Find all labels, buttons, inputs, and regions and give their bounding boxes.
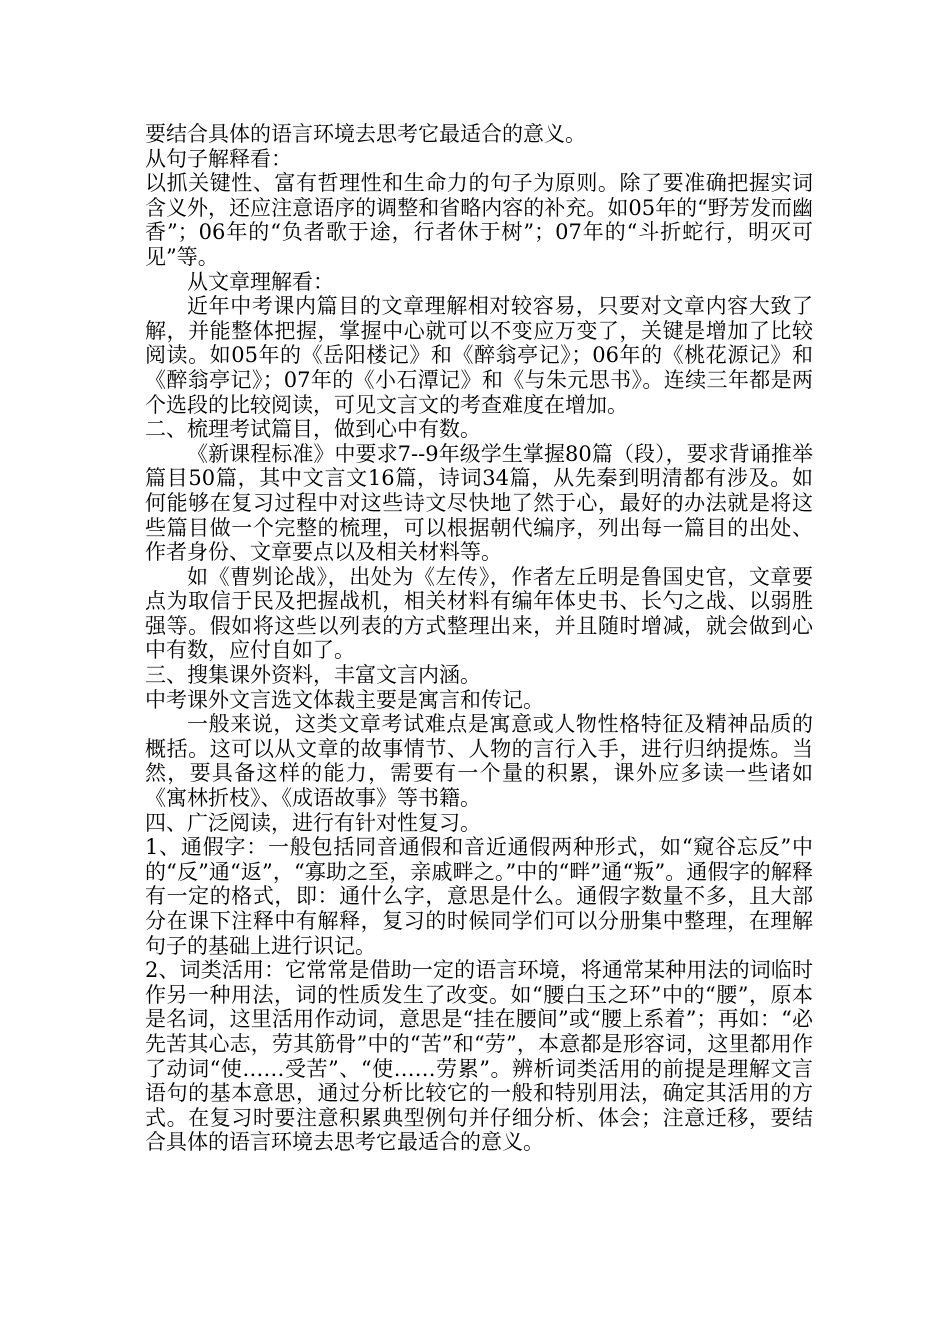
paragraph: 《新课程标准》中要求7--9年级学生掌握80篇（段），要求背诵推举篇目50篇，其中文言文16篇，诗词34篇，从先秦到明清都有涉及。如何能够在复习过程中对这些诗文尽快地了然于心，最好的办法就是将这些篇目做一个完整的梳理，可以根据朝代编序，列出每一篇目的出处、作者身份、文章要点以及相关材料等。	[145, 441, 813, 565]
section-subheading: 从句子解释看：	[145, 146, 292, 171]
list-item: 2、词类活用：它常常是借助一定的语言环境，将通常某种用法的词临时作另一种用法，词的性质发生了改变。如“腰白玉之环”中的“腰”，原本是名词，这里活用作动词，意思是“挂在腰间”或“腰上系着”；再如：“必先苦其心志，劳其筋骨”中的“苦”和“劳”，本意都是形容词，这里都用作了动词“使……受苦”、“使……劳累”。辨析词类活用的前提是理解文言语句的基本意思，通过分析比较它的一般和特别用法，确定其活用的方式。在复习时要注意积累典型例句并仔细分析、体会；注意迁移，要结合具体的语言环境去思考它最适合的意义。	[145, 958, 813, 1155]
section-heading: 三、搜集课外资料，丰富文言内涵。	[145, 663, 481, 688]
paragraph: 中考课外文言选文体裁主要是寓言和传记。	[145, 687, 544, 712]
section-heading: 二、梳理考试篇目，做到心中有数。	[145, 417, 481, 442]
list-item: 1、通假字：一般包括同音通假和音近通假两种形式，如“窥谷忘反”中的“反”通“返”，“寡助之至，亲戚畔之。”中的“畔”通“叛”。通假字的解释有一定的格式，即：通什么字，意思是什么。通假字数量不多，且大部分在课下注释中有解释，复习的时候同学们可以分册集中整理，在理解句子的基础上进行识记。	[145, 835, 813, 958]
section-heading: 四、广泛阅读，进行有针对性复习。	[145, 810, 481, 835]
paragraph: 一般来说，这类文章考试难点是寓意或人物性格特征及精神品质的概括。这可以从文章的故事情节、人物的言行入手，进行归纳提炼。当然，要具备这样的能力，需要有一个量的积累，课外应多读一些诸如《寓林折枝》、《成语故事》等书籍。	[145, 712, 813, 811]
document-body	[145, 122, 813, 1155]
paragraph: 以抓关键性、富有哲理性和生命力的句子为原则。除了要准确把握实词含义外，还应注意语序的调整和省略内容的补充。如05年的“野芳发而幽香”；06年的“负者歌于途，行者休于树”；07年的“斗折蛇行，明灭可见”等。	[145, 171, 813, 269]
paragraph: 要结合具体的语言环境去思考它最适合的意义。	[145, 122, 586, 146]
section-subheading: 从文章理解看：	[187, 269, 334, 294]
paragraph: 近年中考课内篇目的文章理解相对较容易，只要对文章内容大致了解，并能整体把握，掌握中心就可以不变应万变了，关键是增加了比较阅读。如05年的《岳阳楼记》和《醉翁亭记》；06年的《桃花源记》和《醉翁亭记》；07年的《小石潭记》和《与朱元思书》。连续三年都是两个选段的比较阅读，可见文言文的考查难度在增加。	[145, 294, 813, 417]
paragraph: 如《曹刿论战》，出处为《左传》，作者左丘明是鲁国史官，文章要点为取信于民及把握战机，相关材料有编年体史书、长勺之战、以弱胜强等。假如将这些以列表的方式整理出来，并且随时增减，就会做到心中有数，应付自如了。	[145, 564, 813, 663]
